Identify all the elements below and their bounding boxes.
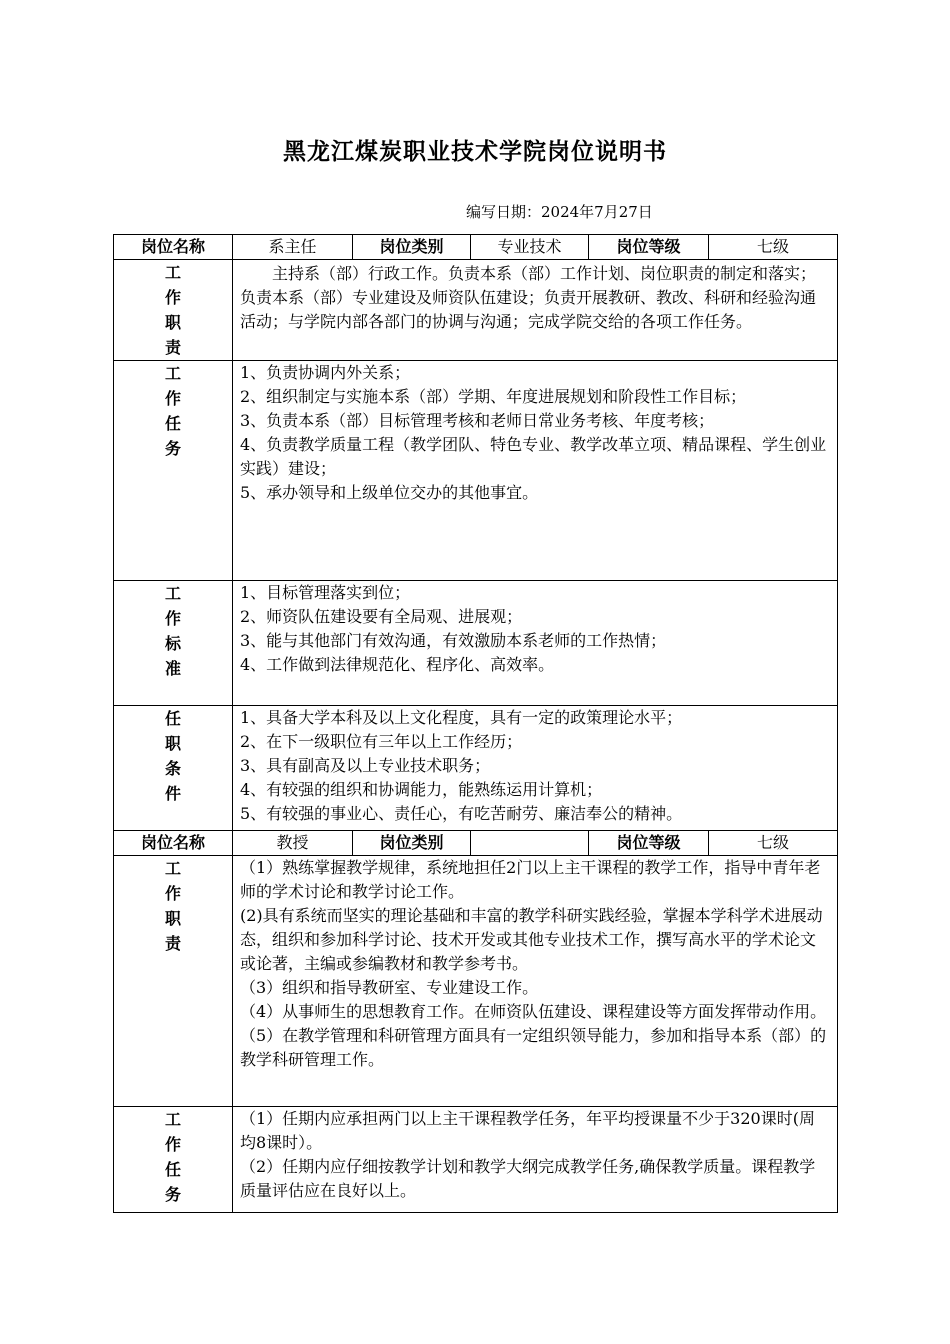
position-name-value: 教授 — [233, 831, 353, 856]
list-item: (2)具有系统而坚实的理论基础和丰富的教学科研实践经验，掌握本学科学术进展动态，组织和参加科学讨论、技术开发或其他专业技术工作，撰写高水平的学术论文或论著，主编或参编教材和教学参考书。 — [240, 906, 823, 973]
position2-header-row — [114, 831, 838, 856]
responsibilities-text: 主持系（部）行政工作。负责本系（部）工作计划、岗位职责的制定和落实；负责本系（部）专业建设及师资队伍建设；负责开展教研、教改、科研和经验沟通活动；与学院内部各部门的协调与沟通；完成学院交给的各项工作任务。 — [233, 260, 838, 361]
list-item: （1）任期内应承担两门以上主干课程教学任务，年平均授课量不少于320课时(周均8课时）。 — [240, 1109, 815, 1152]
list-item: 1、目标管理落实到位； — [240, 583, 411, 602]
position2-tasks-row — [114, 1107, 838, 1213]
list-item: 4、负责教学质量工程（教学团队、特色专业、教学改革立项、精品课程、学生创业实践）建设； — [240, 435, 827, 478]
list-item: 3、具有副高及以上专业技术职务； — [240, 756, 491, 775]
position-category-value: 专业技术 — [471, 235, 589, 260]
position-name-label: 岗位名称 — [114, 831, 233, 856]
list-item: 2、师资队伍建设要有全局观、进展观； — [240, 607, 523, 626]
tasks-list — [233, 361, 838, 581]
position1-standards-row — [114, 581, 838, 706]
responsibilities-list — [233, 856, 838, 1107]
list-item: 4、工作做到法律规范化、程序化、高效率。 — [240, 655, 555, 674]
responsibilities-label: 工 作 职 责 — [114, 856, 233, 1107]
position1-requirements-row — [114, 706, 838, 831]
list-item: 3、能与其他部门有效沟通，有效激励本系老师的工作热情； — [240, 631, 667, 650]
position-name-value: 系主任 — [233, 235, 353, 260]
tasks-list — [233, 1107, 838, 1213]
list-item: （5）在教学管理和科研管理方面具有一定组织领导能力，参加和指导本系（部）的教学科研管理工作。 — [240, 1026, 827, 1069]
list-item: （3）组织和指导教研室、专业建设工作。 — [240, 978, 539, 997]
list-item: （2）任期内应仔细按教学计划和教学大纲完成教学任务,确保教学质量。课程教学质量评估应在良好以上。 — [240, 1157, 816, 1200]
position-category-label: 岗位类别 — [353, 831, 471, 856]
standards-label: 工 作 标 准 — [114, 581, 233, 706]
job-description-table — [113, 234, 838, 1213]
position-category-value — [471, 831, 589, 856]
position2-responsibilities-row — [114, 856, 838, 1107]
position-level-value: 七级 — [709, 235, 838, 260]
list-item: （1）熟练掌握教学规律，系统地担任2门以上主干课程的教学工作，指导中青年老师的学术讨论和教学讨论工作。 — [240, 858, 821, 901]
list-item: （4）从事师生的思想教育工作。在师资队伍建设、课程建设等方面发挥带动作用。 — [240, 1002, 827, 1021]
list-item: 4、有较强的组织和协调能力，能熟练运用计算机； — [240, 780, 603, 799]
tasks-label: 工 作 任 务 — [114, 1107, 233, 1213]
compile-date: 编写日期：2024年7月27日 — [466, 203, 653, 221]
position-level-label: 岗位等级 — [589, 235, 709, 260]
list-item: 5、承办领导和上级单位交办的其他事宜。 — [240, 483, 539, 502]
position-level-label: 岗位等级 — [589, 831, 709, 856]
position-name-label: 岗位名称 — [114, 235, 233, 260]
list-item: 2、组织制定与实施本系（部）学期、年度进展规划和阶段性工作目标； — [240, 387, 747, 406]
position1-header-row — [114, 235, 838, 260]
position-category-label: 岗位类别 — [353, 235, 471, 260]
requirements-label: 任 职 条 件 — [114, 706, 233, 831]
position1-responsibilities-row — [114, 260, 838, 361]
list-item: 3、负责本系（部）目标管理考核和老师日常业务考核、年度考核； — [240, 411, 715, 430]
list-item: 5、有较强的事业心、责任心，有吃苦耐劳、廉洁奉公的精神。 — [240, 804, 683, 823]
list-item: 1、负责协调内外关系； — [240, 363, 411, 382]
page-title: 黑龙江煤炭职业技术学院岗位说明书 — [283, 138, 667, 165]
requirements-list — [233, 706, 838, 831]
position-level-value: 七级 — [709, 831, 838, 856]
list-item: 1、具备大学本科及以上文化程度，具有一定的政策理论水平； — [240, 708, 683, 727]
list-item: 2、在下一级职位有三年以上工作经历； — [240, 732, 523, 751]
position1-tasks-row — [114, 361, 838, 581]
responsibilities-label: 工 作 职 责 — [114, 260, 233, 361]
tasks-label: 工 作 任 务 — [114, 361, 233, 581]
standards-list — [233, 581, 838, 706]
